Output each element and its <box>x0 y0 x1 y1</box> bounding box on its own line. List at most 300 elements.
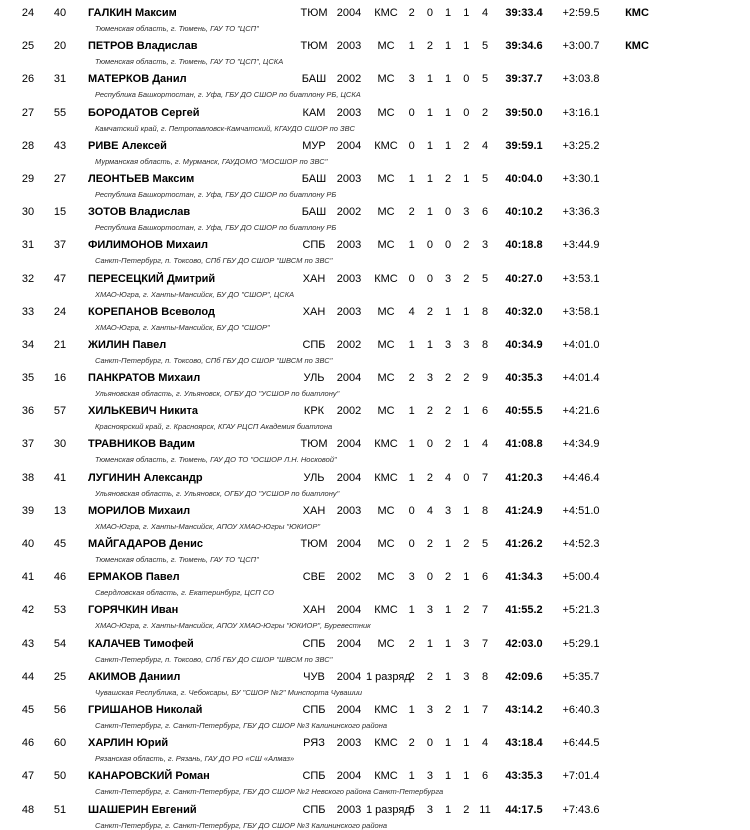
place-cell: 47 <box>21 770 35 783</box>
birth-year-cell: 2002 <box>336 73 362 86</box>
region-code-cell: СПБ <box>302 770 326 783</box>
athlete-name: ГОРЯЧКИН Иван <box>88 604 179 617</box>
finish-time-cell: 39:34.6 <box>505 40 543 53</box>
rank-cell: МС <box>377 239 395 252</box>
result-main-line <box>0 41 750 52</box>
shooting-cell: 1 1 3 3 <box>408 338 470 351</box>
shooting-cell: 1 1 2 1 <box>408 172 470 185</box>
result-main-line <box>0 74 750 85</box>
total-misses-cell: 5 <box>481 538 489 550</box>
bib-cell: 60 <box>53 737 67 750</box>
region-code-cell: УЛЬ <box>303 372 325 385</box>
athlete-name: ПЕТРОВ Владислав <box>88 40 198 53</box>
result-main-line <box>0 473 750 484</box>
result-main-line <box>0 805 750 816</box>
bib-cell: 56 <box>53 703 67 716</box>
birth-year-cell: 2004 <box>336 538 362 550</box>
total-misses-cell: 5 <box>481 73 489 86</box>
total-misses-cell: 9 <box>481 372 489 385</box>
athlete-name: КАЛАЧЕВ Тимофей <box>88 637 194 650</box>
athlete-name: ХИЛЬКЕВИЧ Никита <box>88 405 199 418</box>
athlete-club-line: Чувашская Республика, г. Чебоксары, БУ "СШОР №2" Минспорта Чувашии <box>95 687 363 697</box>
table-row <box>0 797 750 830</box>
finish-time-cell: 40:35.3 <box>505 372 543 385</box>
birth-year-cell: 2003 <box>336 239 362 252</box>
rank-cell: КМС <box>374 438 398 451</box>
result-main-line <box>0 738 750 749</box>
table-row <box>0 299 750 332</box>
birth-year-cell: 2003 <box>336 106 362 119</box>
table-row <box>0 597 750 630</box>
region-code-cell: СПБ <box>302 703 326 716</box>
athlete-club-line: Санкт-Петербург, п. Токсово, СПб ГБУ ДО СШОР "ШВСМ по ЗВС" <box>95 355 333 365</box>
bib-cell: 31 <box>53 73 67 86</box>
athlete-name: ПАНКРАТОВ Михаил <box>88 372 201 385</box>
birth-year-cell: 2002 <box>336 338 362 351</box>
total-misses-cell: 6 <box>481 405 489 418</box>
table-row <box>0 133 750 166</box>
shooting-cell: 0 2 1 2 <box>408 538 470 550</box>
region-code-cell: СПБ <box>302 338 326 351</box>
birth-year-cell: 2004 <box>336 139 362 152</box>
time-gap-cell: +5:35.7 <box>562 670 600 683</box>
total-misses-cell: 4 <box>481 737 489 750</box>
finish-time-cell: 39:33.4 <box>505 7 543 19</box>
total-misses-cell: 7 <box>481 471 489 484</box>
total-misses-cell: 5 <box>481 172 489 185</box>
athlete-club-line: Республика Башкортостан, г. Уфа, ГБУ ДО СШОР по биатлону РБ, ЦСКА <box>95 90 361 100</box>
region-code-cell: РЯЗ <box>303 737 325 750</box>
time-gap-cell: +2:59.5 <box>562 7 600 19</box>
rank-cell: МС <box>377 73 395 86</box>
place-cell: 46 <box>21 737 35 750</box>
athlete-club-line: ХМАО-Югра, г. Ханты-Мансийск, АПОУ ХМАО-Югры "ЮКИОР", Буревестник <box>95 621 371 631</box>
athlete-name: ХАРЛИН Юрий <box>88 737 169 750</box>
region-code-cell: ТЮМ <box>300 7 328 19</box>
table-row <box>0 730 750 763</box>
region-code-cell: СПБ <box>302 239 326 252</box>
result-main-line <box>0 373 750 384</box>
region-code-cell: СВЕ <box>302 571 326 584</box>
athlete-club-line: Мурманская область, г. Мурманск, ГАУДОМО "МОСШОР по ЗВС" <box>95 156 328 166</box>
time-gap-cell: +7:43.6 <box>562 803 600 816</box>
athlete-name: ГАЛКИН Максим <box>88 7 177 19</box>
athlete-club-line: Тюменская область, г. Тюмень, ГАУ ТО "ЦСП" <box>95 24 259 33</box>
time-gap-cell: +4:01.0 <box>562 338 600 351</box>
birth-year-cell: 2003 <box>336 504 362 517</box>
rank-cell: МС <box>377 338 395 351</box>
rank-cell: КМС <box>374 7 398 19</box>
shooting-cell: 2 2 1 3 <box>408 670 470 683</box>
shooting-cell: 1 3 1 2 <box>408 604 470 617</box>
athlete-name: ЖИЛИН Павел <box>88 338 167 351</box>
athlete-club-line: Ульяновская область, г. Ульяновск, ОГБУ ДО "УСШОР по биатлону" <box>95 389 340 399</box>
birth-year-cell: 2002 <box>336 405 362 418</box>
finish-time-cell: 41:55.2 <box>505 604 543 617</box>
place-cell: 32 <box>21 272 35 285</box>
athlete-name: АКИМОВ Даниил <box>88 670 181 683</box>
rank-cell: МС <box>377 40 395 53</box>
time-gap-cell: +3:16.1 <box>562 106 600 119</box>
region-code-cell: ТЮМ <box>300 40 328 53</box>
time-gap-cell: +3:36.3 <box>562 206 600 219</box>
rank-cell: МС <box>377 571 395 584</box>
time-gap-cell: +4:21.6 <box>562 405 600 418</box>
table-row <box>0 664 750 697</box>
birth-year-cell: 2003 <box>336 40 362 53</box>
region-code-cell: БАШ <box>301 172 327 185</box>
shooting-cell: 2 0 1 1 <box>408 7 470 19</box>
athlete-club-line: Камчатский край, г. Петропавловск-Камчатский, КГАУДО СШОР по ЗВС <box>95 123 355 133</box>
time-gap-cell: +3:44.9 <box>562 239 600 252</box>
athlete-club-line: Санкт-Петербург, п. Токсово, СПб ГБУ ДО СШОР "ШВСМ по ЗВС" <box>95 654 333 664</box>
time-gap-cell: +3:03.8 <box>562 73 600 86</box>
shooting-cell: 3 1 1 0 <box>408 73 470 86</box>
birth-year-cell: 2004 <box>336 703 362 716</box>
shooting-cell: 0 0 3 2 <box>408 272 470 285</box>
athlete-name: КОРЕПАНОВ Всеволод <box>88 305 215 318</box>
bib-cell: 21 <box>53 338 67 351</box>
shooting-cell: 1 3 2 1 <box>408 703 470 716</box>
result-main-line <box>0 539 750 550</box>
athlete-name: МАЙГАДАРОВ Денис <box>88 538 204 550</box>
region-code-cell: ТЮМ <box>300 538 328 550</box>
table-row <box>0 465 750 498</box>
birth-year-cell: 2002 <box>336 571 362 584</box>
table-row <box>0 266 750 299</box>
shooting-cell: 2 0 1 1 <box>408 737 470 750</box>
place-cell: 39 <box>21 504 35 517</box>
finish-time-cell: 43:14.2 <box>505 703 543 716</box>
athlete-club-line: Тюменская область, г. Тюмень, ГАУ ДО ТО "ОСШОР Л.Н. Носковой" <box>95 455 337 465</box>
region-code-cell: КАМ <box>302 106 326 119</box>
place-cell: 30 <box>21 206 35 219</box>
result-main-line <box>0 108 750 119</box>
bib-cell: 25 <box>53 670 67 683</box>
rank-cell: КМС <box>374 703 398 716</box>
rank-cell: МС <box>377 538 395 550</box>
shooting-cell: 1 2 1 1 <box>408 40 470 53</box>
place-cell: 24 <box>21 7 35 19</box>
place-cell: 40 <box>21 538 35 550</box>
region-code-cell: ХАН <box>302 504 326 517</box>
time-gap-cell: +5:29.1 <box>562 637 600 650</box>
finish-time-cell: 39:50.0 <box>505 106 543 119</box>
finish-time-cell: 40:18.8 <box>505 239 543 252</box>
total-misses-cell: 4 <box>481 7 489 19</box>
total-misses-cell: 8 <box>481 305 489 318</box>
bib-cell: 50 <box>53 770 67 783</box>
athlete-club-line: Санкт-Петербург, г. Санкт-Петербург, ГБУ ДО СШОР №3 Калининского района <box>95 720 387 730</box>
result-main-line <box>0 672 750 683</box>
bib-cell: 37 <box>53 239 67 252</box>
bib-cell: 27 <box>53 172 67 185</box>
region-code-cell: КРК <box>303 405 325 418</box>
athlete-club-line: Санкт-Петербург, п. Токсово, СПб ГБУ ДО СШОР "ШВСМ по ЗВС" <box>95 256 333 266</box>
result-main-line <box>0 605 750 616</box>
shooting-cell: 1 0 2 1 <box>408 438 470 451</box>
athlete-name: ГРИШАНОВ Николай <box>88 703 203 716</box>
result-main-line <box>0 141 750 152</box>
finish-time-cell: 40:10.2 <box>505 206 543 219</box>
region-code-cell: ХАН <box>302 272 326 285</box>
rank-cell: КМС <box>374 471 398 484</box>
result-main-line <box>0 240 750 251</box>
time-gap-cell: +3:00.7 <box>562 40 600 53</box>
athlete-club-line: Рязанская область, г. Рязань, ГАУ ДО РО «СШ «Алмаз» <box>95 754 295 764</box>
place-cell: 44 <box>21 670 35 683</box>
time-gap-cell: +6:44.5 <box>562 737 600 750</box>
table-row <box>0 66 750 99</box>
bib-cell: 45 <box>53 538 67 550</box>
bib-cell: 41 <box>53 471 67 484</box>
total-misses-cell: 11 <box>479 803 491 816</box>
rank-cell: МС <box>377 405 395 418</box>
place-cell: 36 <box>21 405 35 418</box>
table-row <box>0 365 750 398</box>
bib-cell: 55 <box>53 106 67 119</box>
table-row <box>0 398 750 431</box>
region-code-cell: УЛЬ <box>303 471 325 484</box>
bib-cell: 20 <box>53 40 67 53</box>
finish-time-cell: 39:37.7 <box>505 73 543 86</box>
place-cell: 41 <box>21 571 35 584</box>
athlete-club-line: ХМАО-Югра, г. Ханты-Мансийск, АПОУ ХМАО-Югры "ЮКИОР" <box>95 521 321 531</box>
place-cell: 42 <box>21 604 35 617</box>
result-main-line <box>0 207 750 218</box>
result-main-line <box>0 506 750 517</box>
time-gap-cell: +3:58.1 <box>562 305 600 318</box>
birth-year-cell: 2002 <box>336 206 362 219</box>
bib-cell: 54 <box>53 637 67 650</box>
table-row <box>0 564 750 597</box>
finish-time-cell: 39:59.1 <box>505 139 543 152</box>
place-cell: 26 <box>21 73 35 86</box>
athlete-club-line: Тюменская область, г. Тюмень, ГАУ ТО "ЦСП", ЦСКА <box>95 57 284 67</box>
result-main-line <box>0 771 750 782</box>
result-main-line <box>0 307 750 318</box>
shooting-cell: 1 2 2 1 <box>408 405 470 418</box>
norm-fulfilled-cell: КМС <box>625 7 649 19</box>
region-code-cell: ТЮМ <box>300 438 328 451</box>
rank-cell: МС <box>377 504 395 517</box>
finish-time-cell: 42:09.6 <box>505 670 543 683</box>
athlete-club-line: Санкт-Петербург, г. Санкт-Петербург, ГБУ ДО СШОР №2 Невского района Санкт-Петербурга <box>95 787 444 797</box>
total-misses-cell: 7 <box>481 604 489 617</box>
result-main-line <box>0 8 750 19</box>
athlete-name: ТРАВНИКОВ Вадим <box>88 438 196 451</box>
bib-cell: 15 <box>53 206 67 219</box>
finish-time-cell: 42:03.0 <box>505 637 543 650</box>
place-cell: 45 <box>21 703 35 716</box>
place-cell: 48 <box>21 803 35 816</box>
region-code-cell: БАШ <box>301 206 327 219</box>
place-cell: 37 <box>21 438 35 451</box>
result-main-line <box>0 274 750 285</box>
bib-cell: 53 <box>53 604 67 617</box>
table-row <box>0 531 750 564</box>
region-code-cell: БАШ <box>301 73 327 86</box>
birth-year-cell: 2004 <box>336 7 362 19</box>
table-row <box>0 33 750 66</box>
shooting-cell: 0 1 1 0 <box>408 106 470 119</box>
birth-year-cell: 2004 <box>336 471 362 484</box>
place-cell: 29 <box>21 172 35 185</box>
athlete-name: ЛУГИНИН Александр <box>88 471 203 484</box>
result-main-line <box>0 572 750 583</box>
total-misses-cell: 4 <box>481 139 489 152</box>
total-misses-cell: 4 <box>481 438 489 451</box>
rank-cell: МС <box>377 637 395 650</box>
rank-cell: КМС <box>374 770 398 783</box>
rank-cell: МС <box>377 172 395 185</box>
result-main-line <box>0 340 750 351</box>
rank-cell: МС <box>377 206 395 219</box>
rank-cell: КМС <box>374 737 398 750</box>
finish-time-cell: 40:55.5 <box>505 405 543 418</box>
finish-time-cell: 41:26.2 <box>505 538 543 550</box>
total-misses-cell: 7 <box>481 637 489 650</box>
time-gap-cell: +5:21.3 <box>562 604 600 617</box>
athlete-name: ЕРМАКОВ Павел <box>88 571 180 584</box>
finish-time-cell: 40:27.0 <box>505 272 543 285</box>
result-main-line <box>0 406 750 417</box>
athlete-club-line: Свердловская область, г. Екатеринбург, ЦСП СО <box>95 588 274 598</box>
time-gap-cell: +3:30.1 <box>562 172 600 185</box>
athlete-name: БОРОДАТОВ Сергей <box>88 106 200 119</box>
finish-time-cell: 41:34.3 <box>505 571 543 584</box>
shooting-cell: 1 3 1 1 <box>408 770 470 783</box>
birth-year-cell: 2003 <box>336 172 362 185</box>
result-main-line <box>0 639 750 650</box>
birth-year-cell: 2003 <box>336 272 362 285</box>
result-main-line <box>0 439 750 450</box>
athlete-club-line: ХМАО-Югра, г. Ханты-Мансийск, БУ ДО "СШОР", ЦСКА <box>95 289 295 299</box>
shooting-cell: 2 1 0 3 <box>408 206 470 219</box>
athlete-name: ЛЕОНТЬЕВ Максим <box>88 172 195 185</box>
total-misses-cell: 5 <box>481 40 489 53</box>
time-gap-cell: +5:00.4 <box>562 571 600 584</box>
region-code-cell: ЧУВ <box>303 670 325 683</box>
total-misses-cell: 8 <box>481 504 489 517</box>
total-misses-cell: 2 <box>481 106 489 119</box>
bib-cell: 40 <box>53 7 67 19</box>
total-misses-cell: 3 <box>481 239 489 252</box>
birth-year-cell: 2004 <box>336 637 362 650</box>
bib-cell: 47 <box>53 272 67 285</box>
shooting-cell: 1 2 4 0 <box>408 471 470 484</box>
table-row <box>0 498 750 531</box>
bib-cell: 16 <box>53 372 67 385</box>
region-code-cell: ХАН <box>302 604 326 617</box>
bib-cell: 24 <box>53 305 67 318</box>
table-row <box>0 631 750 664</box>
finish-time-cell: 43:35.3 <box>505 770 543 783</box>
athlete-club-line: ХМАО-Югра, г. Ханты-Мансийск, БУ ДО "СШОР" <box>95 322 270 332</box>
athlete-name: ЗОТОВ Владислав <box>88 206 191 219</box>
finish-time-cell: 40:04.0 <box>505 172 543 185</box>
rank-cell: МС <box>377 305 395 318</box>
total-misses-cell: 8 <box>481 670 489 683</box>
place-cell: 28 <box>21 139 35 152</box>
time-gap-cell: +4:01.4 <box>562 372 600 385</box>
athlete-name: ФИЛИМОНОВ Михаил <box>88 239 209 252</box>
rank-cell: КМС <box>374 604 398 617</box>
birth-year-cell: 2003 <box>336 305 362 318</box>
bib-cell: 57 <box>53 405 67 418</box>
finish-time-cell: 41:08.8 <box>505 438 543 451</box>
finish-time-cell: 43:18.4 <box>505 737 543 750</box>
region-code-cell: ХАН <box>302 305 326 318</box>
birth-year-cell: 2004 <box>336 604 362 617</box>
athlete-name: ШАШЕРИН Евгений <box>88 803 197 816</box>
time-gap-cell: +3:53.1 <box>562 272 600 285</box>
athlete-club-line: Ульяновская область, г. Ульяновск, ОГБУ ДО "УСШОР по биатлону" <box>95 488 340 498</box>
athlete-name: МАТЕРКОВ Данил <box>88 73 187 86</box>
birth-year-cell: 2004 <box>336 770 362 783</box>
athlete-club-line: Санкт-Петербург, г. Санкт-Петербург, ГБУ ДО СШОР №3 Калининского района <box>95 820 387 830</box>
region-code-cell: СПБ <box>302 803 326 816</box>
bib-cell: 51 <box>53 803 67 816</box>
place-cell: 33 <box>21 305 35 318</box>
table-row <box>0 100 750 133</box>
rank-cell: КМС <box>374 139 398 152</box>
birth-year-cell: 2004 <box>336 670 362 683</box>
norm-fulfilled-cell: КМС <box>625 40 649 53</box>
athlete-club-line: Республика Башкортостан, г. Уфа, ГБУ ДО СШОР по биатлону РБ <box>95 223 337 233</box>
finish-time-cell: 40:32.0 <box>505 305 543 318</box>
bib-cell: 43 <box>53 139 67 152</box>
rank-cell: 1 разряд <box>366 803 411 816</box>
table-row <box>0 232 750 265</box>
time-gap-cell: +3:25.2 <box>562 139 600 152</box>
region-code-cell: МУР <box>302 139 326 152</box>
rank-cell: МС <box>377 106 395 119</box>
athlete-name: РИВЕ Алексей <box>88 139 167 152</box>
result-main-line <box>0 705 750 716</box>
birth-year-cell: 2003 <box>336 737 362 750</box>
athlete-name: КАНАРОВСКИЙ Роман <box>88 770 210 783</box>
total-misses-cell: 6 <box>481 770 489 783</box>
shooting-cell: 4 2 1 1 <box>408 305 470 318</box>
shooting-cell: 2 1 1 3 <box>408 637 470 650</box>
total-misses-cell: 6 <box>481 206 489 219</box>
rank-cell: 1 разряд <box>366 670 411 683</box>
birth-year-cell: 2004 <box>336 372 362 385</box>
table-row <box>0 199 750 232</box>
time-gap-cell: +4:51.0 <box>562 504 600 517</box>
athlete-club-line: Республика Башкортостан, г. Уфа, ГБУ ДО СШОР по биатлону РБ <box>95 189 337 199</box>
result-main-line <box>0 174 750 185</box>
finish-time-cell: 44:17.5 <box>505 803 543 816</box>
finish-time-cell: 41:20.3 <box>505 471 543 484</box>
place-cell: 25 <box>21 40 35 53</box>
athlete-club-line: Красноярский край, г. Красноярск, КГАУ РЦСП Академия биатлона <box>95 422 333 432</box>
table-row <box>0 431 750 464</box>
athlete-name: ПЕРЕСЕЦКИЙ Дмитрий <box>88 272 216 285</box>
table-row <box>0 697 750 730</box>
total-misses-cell: 7 <box>481 703 489 716</box>
birth-year-cell: 2004 <box>336 438 362 451</box>
place-cell: 35 <box>21 372 35 385</box>
shooting-cell: 1 0 0 2 <box>408 239 470 252</box>
bib-cell: 30 <box>53 438 67 451</box>
place-cell: 38 <box>21 471 35 484</box>
place-cell: 27 <box>21 106 35 119</box>
rank-cell: КМС <box>374 272 398 285</box>
table-row <box>0 0 750 33</box>
time-gap-cell: +4:46.4 <box>562 471 600 484</box>
